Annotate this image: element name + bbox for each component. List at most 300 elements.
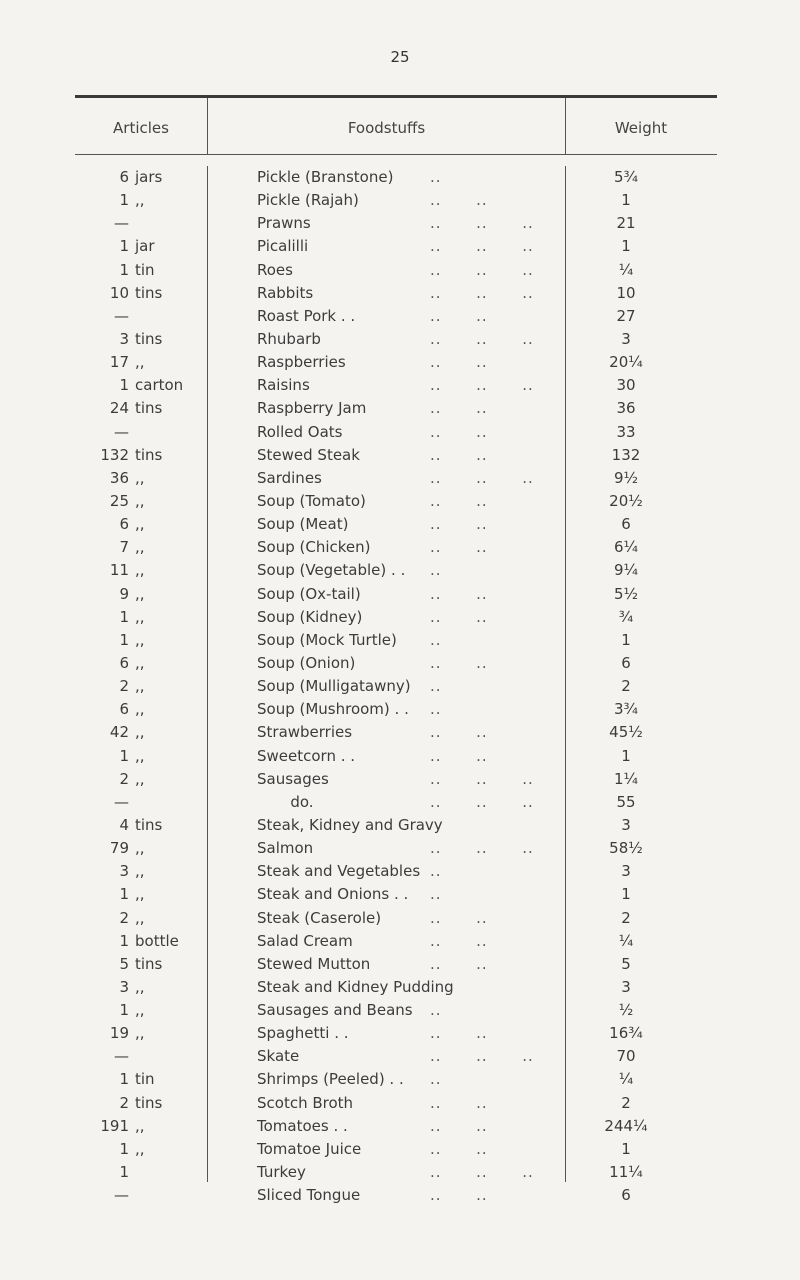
weight-value: 1 <box>621 746 631 765</box>
article-quantity: — <box>114 422 129 441</box>
table-row <box>0 305 800 328</box>
leader-dots: .. .. <box>430 931 488 950</box>
leader-dots: .. .. <box>430 1093 488 1112</box>
foodstuff-name: Skate <box>257 1047 300 1066</box>
foodstuff-name: Soup (Chicken) <box>257 538 371 557</box>
article-cell <box>75 652 207 675</box>
table-row <box>0 444 800 467</box>
leader-dots: .. .. <box>430 653 488 672</box>
weight-value: 6¼ <box>613 538 639 557</box>
article-unit: ,, <box>135 723 145 742</box>
article-cell <box>75 305 207 328</box>
article-quantity: 17 <box>109 353 129 372</box>
weight-value: 244¼ <box>604 1116 648 1135</box>
weight-value: 6 <box>621 1186 631 1205</box>
foodstuff-name: Tomatoe Juice <box>257 1139 362 1158</box>
leader-dots: .. .. <box>430 908 488 927</box>
leader-dots: .. .. <box>430 746 488 765</box>
article-cell <box>75 745 207 768</box>
weight-value: 6 <box>621 515 631 534</box>
article-cell <box>75 536 207 559</box>
article-cell <box>75 397 207 420</box>
article-unit: ,, <box>135 491 145 510</box>
foodstuff-name: Roast Pork . . <box>257 306 356 325</box>
foodstuff-name: Sweetcorn . . <box>257 746 356 765</box>
weight-value: 3 <box>621 862 631 881</box>
article-quantity: 11 <box>109 561 129 580</box>
leader-dots: .. .. .. <box>430 237 534 256</box>
foodstuff-name: Picalilli <box>257 237 309 256</box>
leader-dots: .. .. .. <box>430 1047 534 1066</box>
article-quantity: 1 <box>119 191 129 210</box>
article-unit <box>129 423 135 441</box>
article-unit: tin <box>135 260 155 279</box>
article-cell <box>75 675 207 698</box>
table-row <box>0 559 800 582</box>
table-row <box>0 212 800 235</box>
article-quantity: 3 <box>119 977 129 996</box>
table-row <box>0 907 800 930</box>
article-cell <box>75 629 207 652</box>
table-row <box>0 1184 800 1207</box>
article-quantity: 36 <box>109 468 129 487</box>
table-row <box>0 374 800 397</box>
article-quantity: 2 <box>119 1093 129 1112</box>
article-cell <box>75 189 207 212</box>
foodstuff-name: Strawberries <box>257 723 353 742</box>
weight-value: ¾ <box>618 607 634 626</box>
foodstuff-name: Tomatoes . . <box>257 1116 348 1135</box>
article-cell <box>75 235 207 258</box>
table-top-rule <box>75 95 717 98</box>
article-unit: ,, <box>135 862 145 881</box>
leader-dots: .. .. <box>430 1116 488 1135</box>
foodstuff-name: Pickle (Rajah) <box>257 191 359 210</box>
table-row <box>0 235 800 258</box>
article-cell <box>75 860 207 883</box>
article-cell <box>75 259 207 282</box>
article-cell <box>75 606 207 629</box>
article-cell <box>75 698 207 721</box>
table-row <box>0 397 800 420</box>
table-row <box>0 421 800 444</box>
article-unit: ,, <box>135 769 145 788</box>
article-quantity: 132 <box>100 445 129 464</box>
article-unit: ,, <box>135 1024 145 1043</box>
article-quantity: — <box>114 792 129 811</box>
article-unit: bottle <box>135 931 179 950</box>
weight-value: 1 <box>621 191 631 210</box>
article-cell <box>75 166 207 189</box>
weight-value: 5 <box>621 954 631 973</box>
table-row <box>0 976 800 999</box>
leader-dots: .. .. <box>430 422 488 441</box>
leader-dots: .. <box>430 862 442 881</box>
weight-value: 5½ <box>613 584 639 603</box>
article-quantity: 191 <box>100 1116 129 1135</box>
leader-dots: .. .. <box>430 954 488 973</box>
foodstuff-name: Soup (Kidney) <box>257 607 363 626</box>
table-row <box>0 328 800 351</box>
article-quantity: 6 <box>119 700 129 719</box>
article-cell <box>75 883 207 906</box>
weight-value: ½ <box>618 1001 634 1020</box>
article-unit: ,, <box>135 908 145 927</box>
article-cell <box>75 1138 207 1161</box>
leader-dots: .. .. .. <box>430 839 534 858</box>
leader-dots: .. .. <box>430 1139 488 1158</box>
article-quantity: 6 <box>119 168 129 186</box>
table-row <box>0 282 800 305</box>
table-row <box>0 1092 800 1115</box>
article-cell <box>75 351 207 374</box>
weight-value: 10 <box>616 283 636 302</box>
leader-dots: .. <box>430 168 442 186</box>
header-articles: Articles <box>113 119 169 137</box>
article-quantity: — <box>114 306 129 325</box>
foodstuff-name: Salmon <box>257 839 314 858</box>
article-cell <box>75 768 207 791</box>
table-row <box>0 721 800 744</box>
article-unit: ,, <box>135 700 145 719</box>
article-quantity: 3 <box>119 329 129 348</box>
article-unit: tin <box>135 1070 155 1089</box>
leader-dots: .. .. <box>430 306 488 325</box>
article-quantity: 2 <box>119 769 129 788</box>
weight-value: 1 <box>621 885 631 904</box>
foodstuff-name: Steak and Kidney Pudding <box>257 977 454 996</box>
article-unit: ,, <box>135 191 145 210</box>
weight-value: 27 <box>616 306 636 325</box>
weight-value: ¼ <box>618 931 634 950</box>
weight-value: 1 <box>621 1139 631 1158</box>
weight-value: 9½ <box>613 468 639 487</box>
leader-dots: .. .. .. <box>430 1163 534 1182</box>
foodstuff-name: Soup (Vegetable) . . <box>257 561 406 580</box>
weight-value: 58½ <box>609 839 643 858</box>
article-unit: ,, <box>135 677 145 696</box>
foodstuff-name: Steak (Caserole) <box>257 908 382 927</box>
foodstuff-name: Sausages <box>257 769 329 788</box>
article-quantity: 7 <box>119 538 129 557</box>
article-unit <box>129 307 135 325</box>
weight-value: 9¼ <box>613 561 639 580</box>
article-quantity: 4 <box>119 815 129 834</box>
foodstuff-name: Soup (Meat) <box>257 515 349 534</box>
article-unit: ,, <box>135 1001 145 1020</box>
article-unit: ,, <box>135 538 145 557</box>
article-quantity: 1 <box>119 630 129 649</box>
leader-dots: .. .. .. <box>430 468 534 487</box>
leader-dots: .. .. <box>430 491 488 510</box>
weight-value: 3 <box>621 815 631 834</box>
article-unit: ,, <box>135 977 145 996</box>
foodstuff-name: Shrimps (Peeled) . . <box>257 1070 404 1089</box>
article-unit: tins <box>135 1093 163 1112</box>
leader-dots: .. .. <box>430 607 488 626</box>
foodstuff-name: Steak, Kidney and Gravy <box>257 815 443 834</box>
article-quantity: 79 <box>109 839 129 858</box>
weight-value: 33 <box>616 422 636 441</box>
foodstuff-name: Spaghetti . . <box>257 1024 349 1043</box>
table-row <box>0 791 800 814</box>
weight-value: 2 <box>621 1093 631 1112</box>
article-cell <box>75 374 207 397</box>
table-row <box>0 745 800 768</box>
table-row <box>0 1068 800 1091</box>
table-body <box>0 166 800 1207</box>
article-cell <box>75 721 207 744</box>
weight-value: 5¾ <box>613 168 639 186</box>
article-cell <box>75 930 207 953</box>
leader-dots: .. .. <box>430 1186 488 1205</box>
article-cell <box>75 1161 207 1184</box>
table-row <box>0 698 800 721</box>
table-row <box>0 1115 800 1138</box>
leader-dots: .. .. <box>430 584 488 603</box>
weight-value: 20½ <box>609 491 643 510</box>
table-row <box>0 1045 800 1068</box>
article-cell <box>75 328 207 351</box>
article-unit: tins <box>135 329 163 348</box>
foodstuff-name: Stewed Mutton <box>257 954 371 973</box>
foodstuff-name: Roes <box>257 260 293 279</box>
article-cell <box>75 212 207 235</box>
article-quantity: 19 <box>109 1024 129 1043</box>
leader-dots: .. <box>430 677 442 696</box>
table-row <box>0 1161 800 1184</box>
leader-dots: .. .. .. <box>430 792 534 811</box>
article-quantity: — <box>114 1186 129 1205</box>
leader-dots: .. .. <box>430 515 488 534</box>
article-unit: ,, <box>135 885 145 904</box>
article-quantity: 1 <box>119 1001 129 1020</box>
table-row <box>0 606 800 629</box>
foodstuff-name: Sausages and Beans <box>257 1001 413 1020</box>
leader-dots: .. <box>430 1001 442 1020</box>
leader-dots: .. .. .. <box>430 260 534 279</box>
foodstuff-name: Rabbits <box>257 283 314 302</box>
table-row <box>0 675 800 698</box>
foodstuff-name: Raisins <box>257 376 310 395</box>
article-cell <box>75 467 207 490</box>
article-unit: ,, <box>135 1139 145 1158</box>
article-unit: ,, <box>135 653 145 672</box>
foodstuff-name: Soup (Mushroom) . . <box>257 700 409 719</box>
article-quantity: — <box>114 214 129 233</box>
leader-dots: .. .. .. <box>430 769 534 788</box>
leader-dots: .. .. <box>430 353 488 372</box>
foodstuff-name: Turkey <box>257 1163 306 1182</box>
article-cell <box>75 907 207 930</box>
article-cell <box>75 1184 207 1207</box>
table-row <box>0 953 800 976</box>
weight-value: 55 <box>616 792 636 811</box>
article-unit <box>129 1186 135 1204</box>
foodstuff-name: Prawns <box>257 214 311 233</box>
article-quantity: 25 <box>109 491 129 510</box>
weight-value: 132 <box>611 445 641 464</box>
foodstuff-name: Soup (Onion) <box>257 653 356 672</box>
weight-value: 20¼ <box>609 353 643 372</box>
article-cell <box>75 1115 207 1138</box>
header-weight: Weight <box>614 119 668 137</box>
leader-dots: .. .. <box>430 723 488 742</box>
table-row <box>0 860 800 883</box>
article-quantity: 1 <box>119 237 129 256</box>
leader-dots: .. .. <box>430 445 488 464</box>
foodstuff-name: Raspberry Jam <box>257 399 367 418</box>
header-foodstuffs: Foodstuffs <box>347 119 426 137</box>
article-unit: carton <box>135 376 184 395</box>
article-cell <box>75 999 207 1022</box>
article-quantity: 2 <box>119 677 129 696</box>
article-unit: ,, <box>135 607 145 626</box>
article-cell <box>75 559 207 582</box>
leader-dots: .. .. .. <box>430 329 534 348</box>
article-cell <box>75 1022 207 1045</box>
article-cell <box>75 444 207 467</box>
article-unit: ,, <box>135 584 145 603</box>
article-cell <box>75 1045 207 1068</box>
weight-value: 70 <box>616 1047 636 1066</box>
table-row <box>0 351 800 374</box>
table-row <box>0 513 800 536</box>
article-quantity: 1 <box>119 1163 129 1182</box>
foodstuff-name: Pickle (Branstone) <box>257 168 394 186</box>
article-cell <box>75 976 207 999</box>
table-row <box>0 652 800 675</box>
foodstuff-name: Rhubarb <box>257 329 321 348</box>
weight-value: 2 <box>621 677 631 696</box>
article-cell <box>75 513 207 536</box>
article-quantity: 9 <box>119 584 129 603</box>
article-unit: ,, <box>135 746 145 765</box>
foodstuff-name: Sliced Tongue <box>257 1186 361 1205</box>
table-row <box>0 1138 800 1161</box>
leader-dots: .. <box>430 561 442 580</box>
foodstuff-name: Soup (Tomato) <box>257 491 366 510</box>
weight-value: 3 <box>621 329 631 348</box>
foodstuff-name: Raspberries <box>257 353 346 372</box>
article-quantity: 1 <box>119 260 129 279</box>
weight-value: 1¼ <box>613 769 639 788</box>
weight-value: 16¾ <box>609 1024 643 1043</box>
leader-dots: .. <box>430 885 442 904</box>
weight-value: 3¾ <box>613 700 639 719</box>
leader-dots: .. .. .. <box>430 214 534 233</box>
weight-value: ¼ <box>618 260 634 279</box>
table-row <box>0 837 800 860</box>
weight-value: 1 <box>621 237 631 256</box>
article-unit: jars <box>135 168 163 186</box>
foodstuff-name: Stewed Steak <box>257 445 360 464</box>
article-unit: ,, <box>135 468 145 487</box>
article-quantity: 42 <box>109 723 129 742</box>
table-row <box>0 490 800 513</box>
weight-value: 1 <box>621 630 631 649</box>
article-quantity: 6 <box>119 653 129 672</box>
article-unit: tins <box>135 399 163 418</box>
foodstuff-name: Sardines <box>257 468 322 487</box>
table-row <box>0 1022 800 1045</box>
foodstuff-name: Rolled Oats <box>257 422 343 441</box>
weight-value: 21 <box>616 214 636 233</box>
table-row <box>0 467 800 490</box>
leader-dots: .. <box>430 1070 442 1089</box>
article-quantity: 1 <box>119 376 129 395</box>
article-quantity: — <box>114 1047 129 1066</box>
article-unit: ,, <box>135 839 145 858</box>
leader-dots: .. <box>430 630 442 649</box>
leader-dots: .. .. <box>430 399 488 418</box>
article-cell <box>75 421 207 444</box>
article-quantity: 1 <box>119 885 129 904</box>
foodstuff-name: Soup (Mulligatawny) <box>257 677 411 696</box>
article-quantity: 10 <box>109 283 129 302</box>
leader-dots: .. .. <box>430 191 488 210</box>
article-unit <box>129 1047 135 1065</box>
article-cell <box>75 1092 207 1115</box>
table-row <box>0 583 800 606</box>
article-unit <box>129 214 135 232</box>
article-cell <box>75 791 207 814</box>
article-quantity: 6 <box>119 515 129 534</box>
foodstuff-name: Soup (Ox-tail) <box>257 584 361 603</box>
leader-dots: .. .. <box>430 538 488 557</box>
article-unit: tins <box>135 445 163 464</box>
article-cell <box>75 953 207 976</box>
article-quantity: 1 <box>119 607 129 626</box>
table-row <box>0 999 800 1022</box>
article-cell <box>75 1068 207 1091</box>
weight-value: 3 <box>621 977 631 996</box>
article-cell <box>75 490 207 513</box>
header-bottom-rule <box>75 154 717 155</box>
leader-dots: .. .. .. <box>430 283 534 302</box>
article-unit: ,, <box>135 353 145 372</box>
table-row <box>0 189 800 212</box>
article-unit <box>129 1163 135 1181</box>
article-quantity: 1 <box>119 746 129 765</box>
weight-value: 2 <box>621 908 631 927</box>
article-cell <box>75 282 207 305</box>
foodstuff-name: Scotch Broth <box>257 1093 354 1112</box>
foodstuff-name: do. <box>257 792 314 811</box>
article-unit: jar <box>135 237 155 256</box>
article-cell <box>75 814 207 837</box>
leader-dots: .. <box>430 700 442 719</box>
table-row <box>0 883 800 906</box>
weight-value: 6 <box>621 653 631 672</box>
foodstuff-name: Soup (Mock Turtle) <box>257 630 397 649</box>
article-cell <box>75 583 207 606</box>
article-quantity: 24 <box>109 399 129 418</box>
article-quantity: 5 <box>119 954 129 973</box>
article-unit: ,, <box>135 1116 145 1135</box>
article-unit: tins <box>135 815 163 834</box>
article-quantity: 1 <box>119 1139 129 1158</box>
weight-value: ¼ <box>618 1070 634 1089</box>
leader-dots: .. .. <box>430 1024 488 1043</box>
foodstuff-name: Steak and Onions . . <box>257 885 409 904</box>
article-quantity: 1 <box>119 931 129 950</box>
article-cell <box>75 837 207 860</box>
leader-dots: .. .. .. <box>430 376 534 395</box>
article-unit: tins <box>135 954 163 973</box>
foodstuff-name: Salad Cream <box>257 931 353 950</box>
article-unit <box>129 793 135 811</box>
